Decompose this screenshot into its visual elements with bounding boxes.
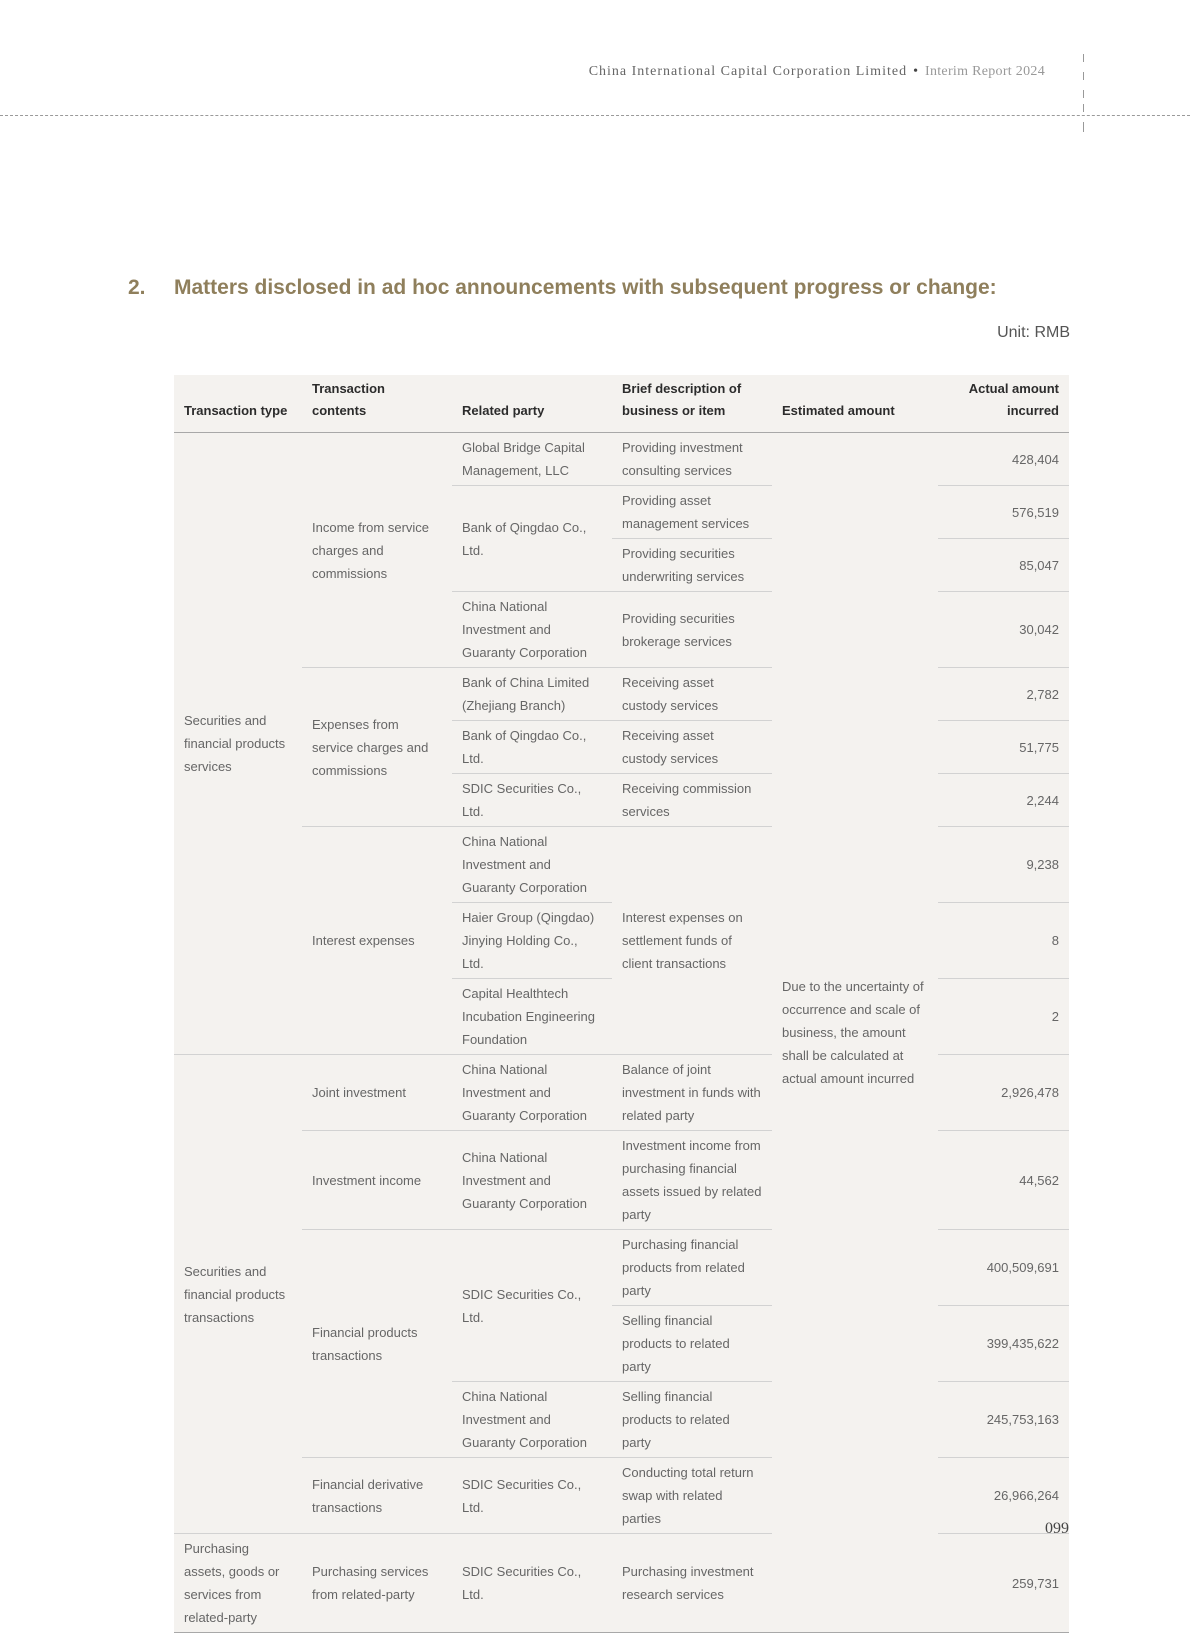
header-tick (1083, 104, 1084, 112)
cell-description: Selling financial products to related party (612, 1382, 772, 1458)
cell-actual-amount: 400,509,691 (938, 1230, 1069, 1306)
cell-related-party: China National Investment and Guaranty Corporation (452, 1055, 612, 1131)
cell-transaction-contents: Expenses from service charges and commissions (302, 668, 452, 827)
cell-actual-amount: 2,926,478 (938, 1055, 1069, 1131)
cell-related-party: Bank of Qingdao Co., Ltd. (452, 721, 612, 774)
running-header (589, 64, 1045, 80)
cell-related-party: SDIC Securities Co., Ltd. (452, 1534, 612, 1633)
cell-transaction-type: Securities and financial products transactions (174, 1055, 302, 1534)
header-company: China International Capital Corporation Limited (588, 64, 908, 79)
cell-related-party: SDIC Securities Co., Ltd. (452, 1230, 612, 1382)
cell-related-party: Capital Healthtech Incubation Engineering Foundation (452, 979, 612, 1055)
cell-related-party: Bank of China Limited (Zhejiang Branch) (452, 668, 612, 721)
header-tick (1083, 90, 1084, 98)
section-title: Matters disclosed in ad hoc announcements with subsequent progress or change: (174, 276, 997, 299)
cell-estimated-amount: Due to the uncertainty of occurrence and scale of business, the amount shall be calculated at actual amount incurred (772, 433, 938, 1633)
cell-actual-amount: 576,519 (938, 486, 1069, 539)
cell-related-party: Global Bridge Capital Management, LLC (452, 433, 612, 486)
cell-related-party: China National Investment and Guaranty Corporation (452, 1382, 612, 1458)
cell-description: Receiving asset custody services (612, 668, 772, 721)
cell-actual-amount: 2,244 (938, 774, 1069, 827)
header-tick (1083, 54, 1084, 62)
header-tick (1083, 122, 1084, 132)
cell-actual-amount: 8 (938, 903, 1069, 979)
cell-transaction-contents: Interest expenses (302, 827, 452, 1055)
cell-description: Balance of joint investment in funds with related party (612, 1055, 772, 1131)
cell-actual-amount: 26,966,264 (938, 1458, 1069, 1534)
cell-description: Conducting total return swap with related parties (612, 1458, 772, 1534)
header-tick (1083, 72, 1084, 80)
cell-description: Providing securities brokerage services (612, 592, 772, 668)
cell-description: Purchasing investment research services (612, 1534, 772, 1633)
header-divider (0, 115, 1190, 116)
cell-transaction-contents: Joint investment (302, 1055, 452, 1131)
header-report: Interim Report 2024 (924, 64, 1045, 79)
cell-actual-amount: 9,238 (938, 827, 1069, 903)
cell-transaction-type: Purchasing assets, goods or services from related-party (174, 1534, 302, 1633)
cell-transaction-contents: Financial derivative transactions (302, 1458, 452, 1534)
cell-description: Selling financial products to related party (612, 1306, 772, 1382)
cell-actual-amount: 30,042 (938, 592, 1069, 668)
header-estimated-amount: Estimated amount (772, 375, 938, 433)
cell-description: Receiving commission services (612, 774, 772, 827)
cell-description: Purchasing financial products from related party (612, 1230, 772, 1306)
cell-transaction-contents: Financial products transactions (302, 1230, 452, 1458)
cell-actual-amount: 245,753,163 (938, 1382, 1069, 1458)
cell-related-party: China National Investment and Guaranty Corporation (452, 1131, 612, 1230)
related-party-table (174, 375, 1069, 1633)
cell-description: Interest expenses on settlement funds of client transactions (612, 827, 772, 1055)
cell-transaction-contents: Investment income (302, 1131, 452, 1230)
header-description: Brief description of business or item (612, 375, 772, 433)
cell-related-party: Bank of Qingdao Co., Ltd. (452, 486, 612, 592)
header-transaction-contents: Transaction contents (302, 375, 452, 433)
section-number: 2. (128, 276, 146, 299)
unit-label: Unit: RMB (997, 324, 1070, 341)
header-separator: • (913, 64, 919, 79)
cell-description: Receiving asset custody services (612, 721, 772, 774)
header-related-party: Related party (452, 375, 612, 433)
cell-actual-amount: 399,435,622 (938, 1306, 1069, 1382)
header-actual-amount: Actual amount incurred (938, 375, 1069, 433)
cell-transaction-type: Securities and financial products services (174, 433, 302, 1055)
cell-transaction-contents: Income from service charges and commissions (302, 433, 452, 668)
cell-actual-amount: 2 (938, 979, 1069, 1055)
cell-related-party: China National Investment and Guaranty Corporation (452, 592, 612, 668)
cell-description: Providing asset management services (612, 486, 772, 539)
cell-transaction-contents: Purchasing services from related-party (302, 1534, 452, 1633)
cell-description: Providing investment consulting services (612, 433, 772, 486)
table-header-row (174, 375, 1069, 433)
cell-description: Providing securities underwriting services (612, 539, 772, 592)
table-row (174, 433, 1069, 486)
cell-related-party: SDIC Securities Co., Ltd. (452, 1458, 612, 1534)
section-heading (128, 276, 997, 300)
header-transaction-type: Transaction type (174, 375, 302, 433)
cell-actual-amount: 51,775 (938, 721, 1069, 774)
cell-actual-amount: 44,562 (938, 1131, 1069, 1230)
cell-related-party: Haier Group (Qingdao) Jinying Holding Co., Ltd. (452, 903, 612, 979)
cell-related-party: China National Investment and Guaranty Corporation (452, 827, 612, 903)
cell-actual-amount: 2,782 (938, 668, 1069, 721)
cell-related-party: SDIC Securities Co., Ltd. (452, 774, 612, 827)
cell-actual-amount: 428,404 (938, 433, 1069, 486)
page-number: 099 (1045, 1520, 1069, 1537)
cell-actual-amount: 259,731 (938, 1534, 1069, 1633)
cell-actual-amount: 85,047 (938, 539, 1069, 592)
cell-description: Investment income from purchasing financial assets issued by related party (612, 1131, 772, 1230)
